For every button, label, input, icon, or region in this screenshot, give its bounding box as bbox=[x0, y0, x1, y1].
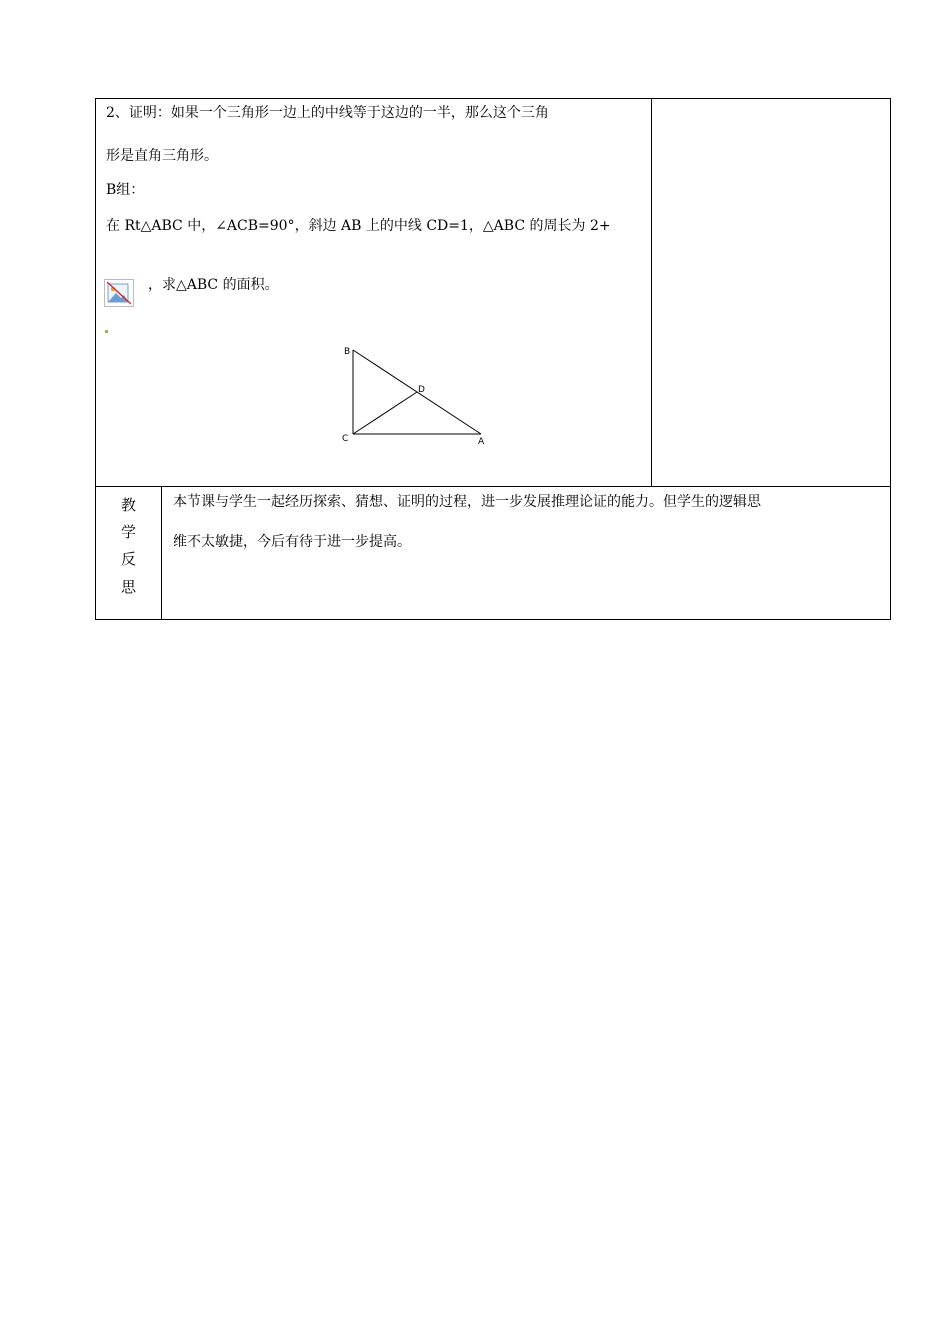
reflection-line-2: 维不太敏捷，今后有待于进一步提高。 bbox=[173, 534, 411, 550]
broken-image-icon bbox=[104, 279, 134, 307]
exercise-cell bbox=[96, 99, 652, 486]
problem-line-2: 形是直角三角形。 bbox=[106, 148, 218, 164]
reflection-content-cell bbox=[162, 487, 890, 619]
point-label-d: D bbox=[418, 385, 425, 395]
reflection-label-char: 学 bbox=[120, 523, 136, 541]
exercise-row bbox=[96, 99, 890, 487]
reflection-label-char: 反 bbox=[120, 550, 136, 568]
anchor-mark bbox=[105, 330, 108, 333]
point-label-a: A bbox=[478, 437, 485, 447]
reflection-label-char: 教 bbox=[120, 496, 136, 514]
reflection-row bbox=[96, 487, 890, 619]
reflection-label-cell bbox=[96, 487, 162, 619]
notes-cell bbox=[652, 99, 890, 486]
reflection-label-char: 思 bbox=[120, 578, 136, 596]
reflection-line-1: 本节课与学生一起经历探索、猜想、证明的过程，进一步发展推理论证的能力。但学生的逻辑思 bbox=[173, 494, 761, 510]
problem-b-line-1: 在 Rt△ABC 中，∠ACB=90°，斜边 AB 上的中线 CD=1，△ABC 的周长为 2+ bbox=[106, 218, 611, 234]
lesson-table bbox=[95, 98, 891, 620]
problem-b-line-2: ，求△ABC 的面积。 bbox=[148, 277, 279, 293]
right-triangle-figure bbox=[339, 342, 494, 447]
segment-cd bbox=[353, 392, 417, 434]
point-label-b: B bbox=[344, 347, 351, 357]
point-label-c: C bbox=[342, 434, 349, 444]
group-b-label: B组： bbox=[106, 182, 145, 198]
problem-line-1: 2、证明：如果一个三角形一边上的中线等于这边的一半，那么这个三角 bbox=[106, 105, 549, 121]
